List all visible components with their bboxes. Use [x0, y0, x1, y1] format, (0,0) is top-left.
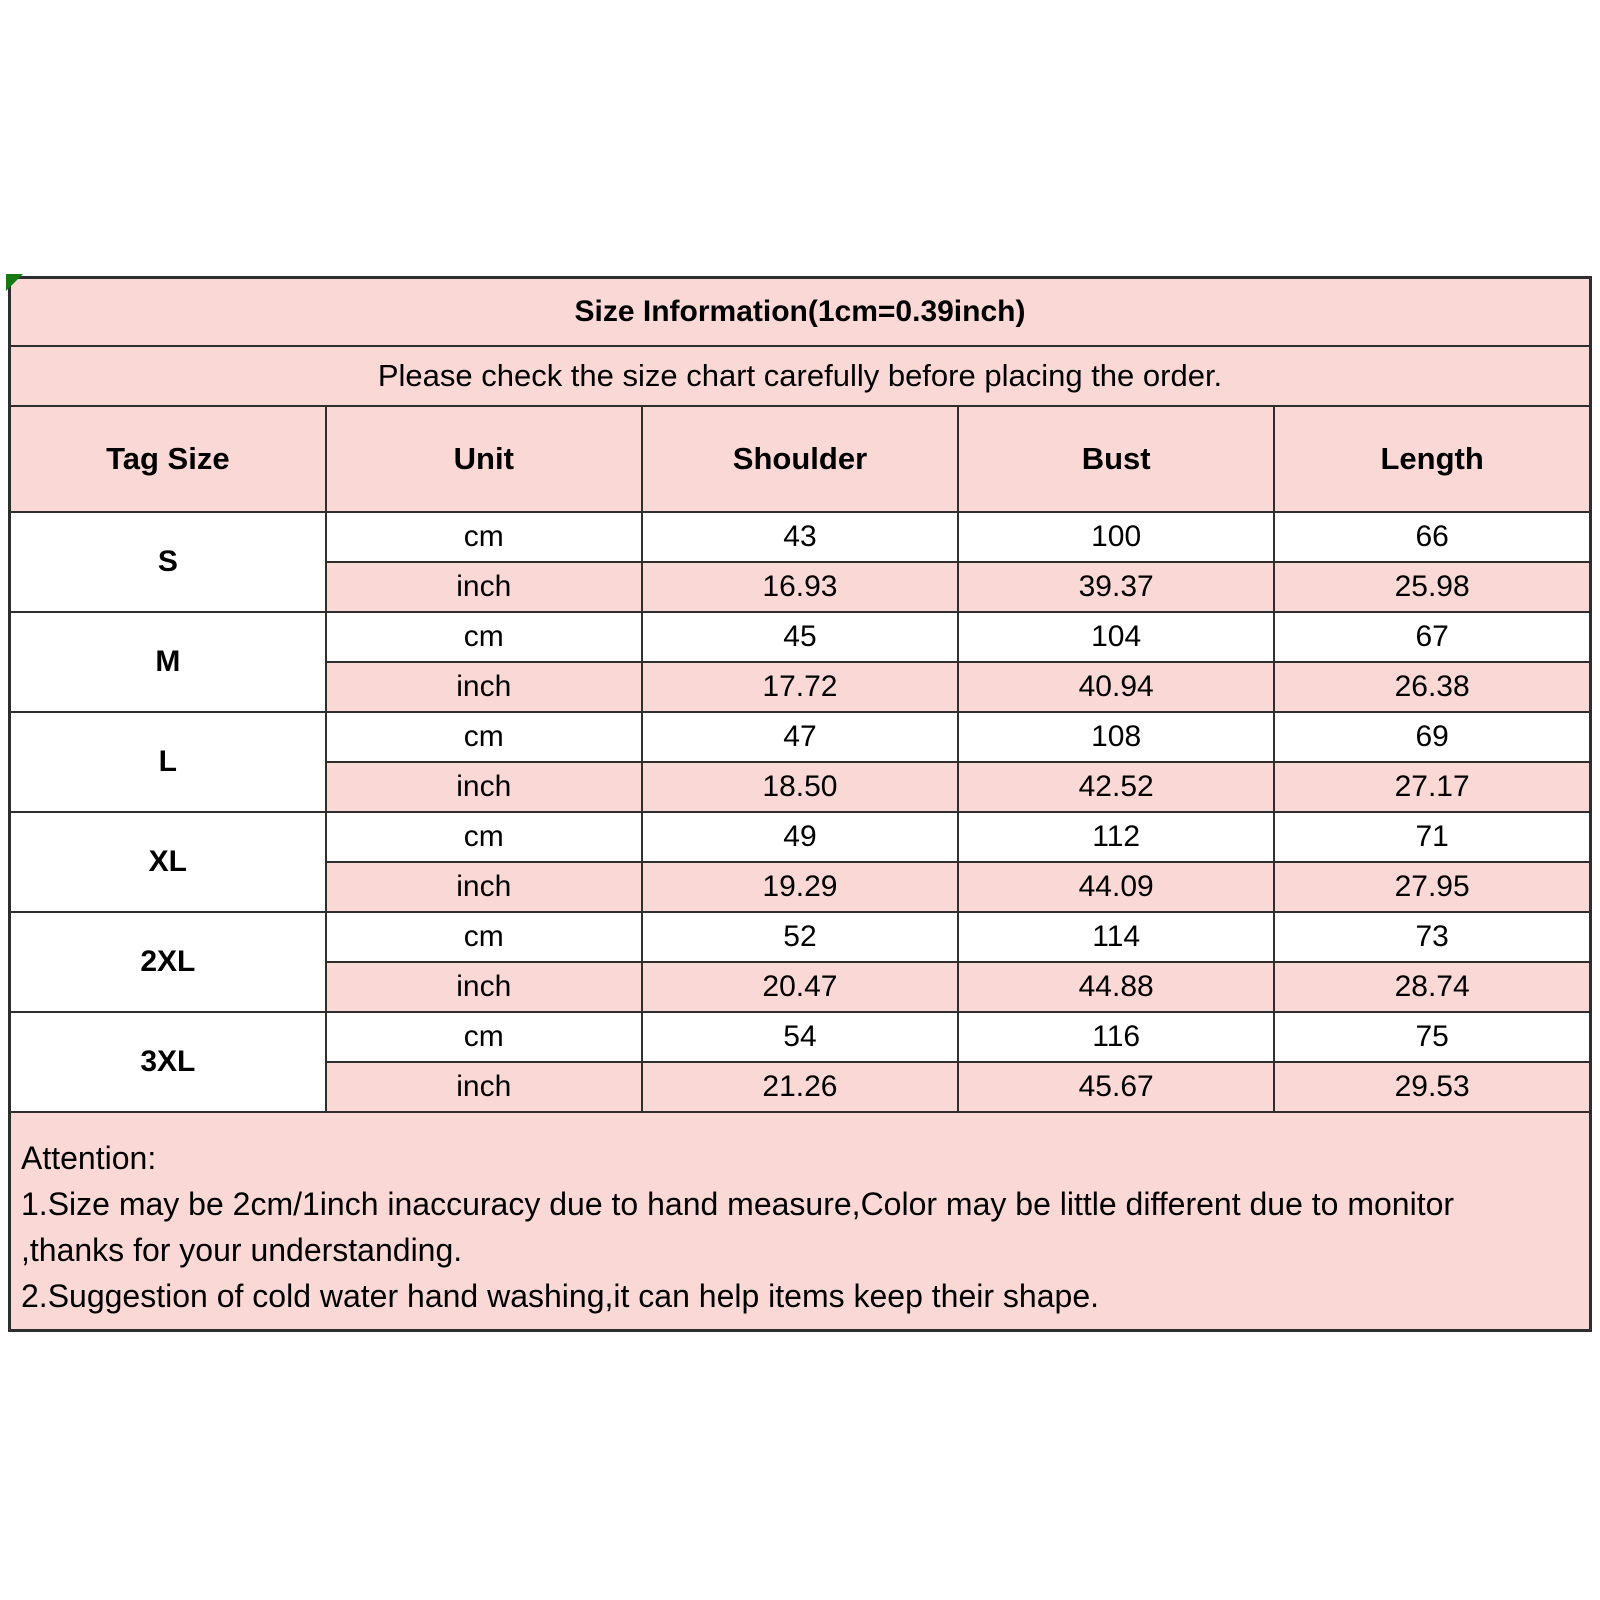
length-value-cell: 27.95	[1274, 862, 1590, 912]
shoulder-value-cell: 52	[642, 912, 958, 962]
size-chart-sheet	[8, 276, 1592, 1332]
row-m-cm	[10, 612, 1591, 662]
length-value-cell: 75	[1274, 1012, 1590, 1062]
length-value-cell: 25.98	[1274, 562, 1590, 612]
unit-cell: cm	[326, 1012, 642, 1062]
length-value-cell: 66	[1274, 512, 1590, 562]
shoulder-value-cell: 17.72	[642, 662, 958, 712]
shoulder-value-cell: 18.50	[642, 762, 958, 812]
unit-cell: inch	[326, 862, 642, 912]
bust-value-cell: 40.94	[958, 662, 1274, 712]
bust-value-cell: 44.88	[958, 962, 1274, 1012]
length-value-cell: 67	[1274, 612, 1590, 662]
shoulder-value-cell: 16.93	[642, 562, 958, 612]
length-value-cell: 71	[1274, 812, 1590, 862]
tag-size-cell: XL	[10, 812, 326, 912]
tag-size-cell: 3XL	[10, 1012, 326, 1112]
unit-cell: inch	[326, 962, 642, 1012]
tag-size-cell: S	[10, 512, 326, 612]
unit-cell: cm	[326, 712, 642, 762]
unit-cell: cm	[326, 612, 642, 662]
attention-row	[10, 1112, 1591, 1331]
bust-value-cell: 112	[958, 812, 1274, 862]
row-xl-cm	[10, 812, 1591, 862]
length-value-cell: 29.53	[1274, 1062, 1590, 1112]
row-2xl-cm	[10, 912, 1591, 962]
unit-cell: cm	[326, 912, 642, 962]
length-value-cell: 27.17	[1274, 762, 1590, 812]
tag-size-cell: L	[10, 712, 326, 812]
shoulder-value-cell: 43	[642, 512, 958, 562]
row-s-cm	[10, 512, 1591, 562]
tag-size-cell: 2XL	[10, 912, 326, 1012]
col-header-unit: Unit	[326, 406, 642, 512]
table-subtitle: Please check the size chart carefully before placing the order.	[10, 346, 1591, 406]
unit-cell: inch	[326, 662, 642, 712]
row-l-cm	[10, 712, 1591, 762]
unit-cell: cm	[326, 512, 642, 562]
column-header-row	[10, 406, 1591, 512]
bust-value-cell: 42.52	[958, 762, 1274, 812]
attention-line-2: ,thanks for your understanding.	[21, 1232, 463, 1268]
length-value-cell: 26.38	[1274, 662, 1590, 712]
tag-size-cell: M	[10, 612, 326, 712]
attention-note	[10, 1112, 1591, 1331]
bust-value-cell: 108	[958, 712, 1274, 762]
length-value-cell: 69	[1274, 712, 1590, 762]
col-header-bust: Bust	[958, 406, 1274, 512]
col-header-shoulder: Shoulder	[642, 406, 958, 512]
unit-cell: cm	[326, 812, 642, 862]
bust-value-cell: 114	[958, 912, 1274, 962]
shoulder-value-cell: 54	[642, 1012, 958, 1062]
attention-heading: Attention:	[21, 1140, 157, 1176]
corner-marker-icon	[6, 274, 23, 291]
col-header-length: Length	[1274, 406, 1590, 512]
bust-value-cell: 116	[958, 1012, 1274, 1062]
col-header-tag-size: Tag Size	[10, 406, 326, 512]
unit-cell: inch	[326, 562, 642, 612]
attention-line-3: 2.Suggestion of cold water hand washing,it can help items keep their shape.	[21, 1278, 1099, 1314]
bust-value-cell: 104	[958, 612, 1274, 662]
bust-value-cell: 45.67	[958, 1062, 1274, 1112]
title-row	[10, 278, 1591, 347]
table-title: Size Information(1cm=0.39inch)	[10, 278, 1591, 347]
unit-cell: inch	[326, 1062, 642, 1112]
bust-value-cell: 100	[958, 512, 1274, 562]
unit-cell: inch	[326, 762, 642, 812]
size-table	[8, 276, 1592, 1332]
shoulder-value-cell: 21.26	[642, 1062, 958, 1112]
shoulder-value-cell: 49	[642, 812, 958, 862]
bust-value-cell: 44.09	[958, 862, 1274, 912]
bust-value-cell: 39.37	[958, 562, 1274, 612]
shoulder-value-cell: 19.29	[642, 862, 958, 912]
shoulder-value-cell: 20.47	[642, 962, 958, 1012]
subtitle-row	[10, 346, 1591, 406]
shoulder-value-cell: 45	[642, 612, 958, 662]
shoulder-value-cell: 47	[642, 712, 958, 762]
attention-line-1: 1.Size may be 2cm/1inch inaccuracy due to hand measure,Color may be little different due to monitor	[21, 1186, 1455, 1222]
length-value-cell: 73	[1274, 912, 1590, 962]
length-value-cell: 28.74	[1274, 962, 1590, 1012]
row-3xl-cm	[10, 1012, 1591, 1062]
